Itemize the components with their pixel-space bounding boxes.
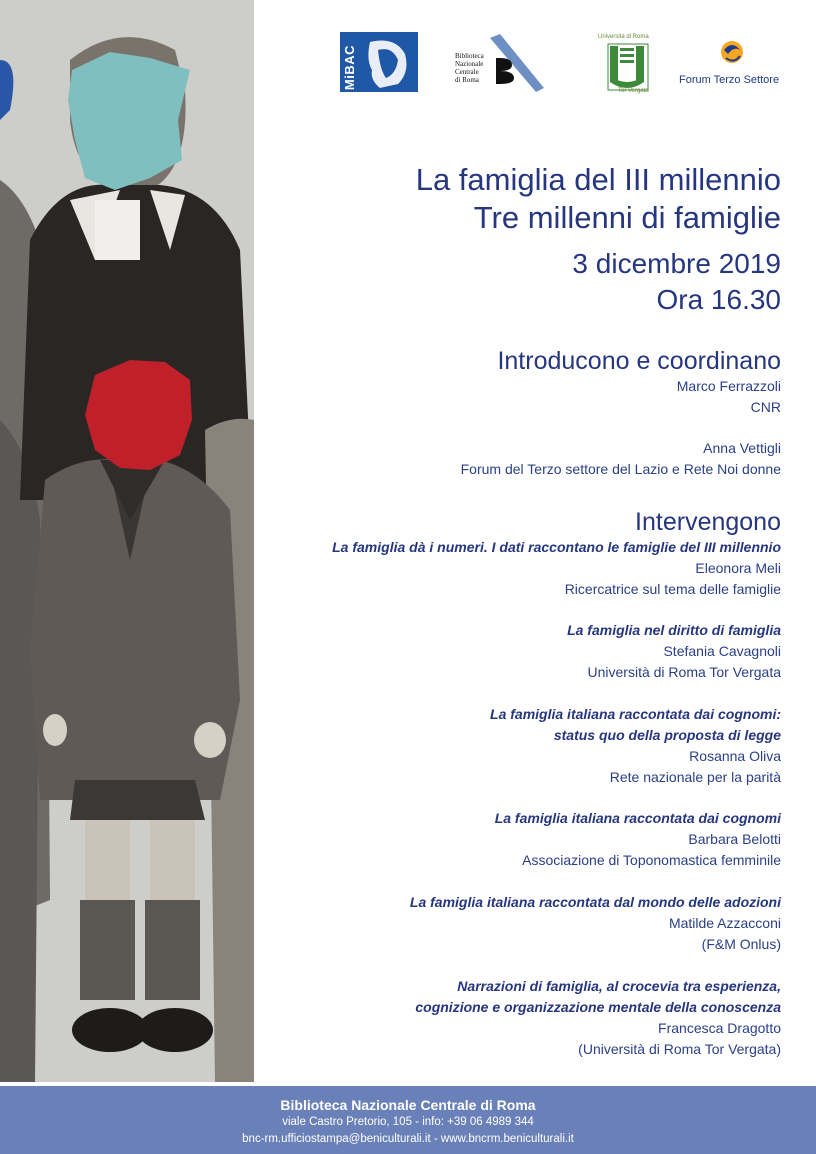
bncr-logo-line-2: Nazionale	[455, 60, 484, 68]
event-title: La famiglia del III millennio	[415, 162, 781, 197]
talk-title-line-2: cognizione e organizzazione mentale della conoscenza	[415, 999, 781, 1015]
footer-library-name: Biblioteca Nazionale Centrale di Roma	[280, 1097, 536, 1113]
forum-logo-text: Forum Terzo Settore	[679, 74, 780, 86]
intro-person-affiliation: CNR	[750, 399, 781, 415]
speaker-name: Barbara Belotti	[688, 831, 781, 847]
bncr-logo-line-4: di Roma	[455, 76, 479, 84]
talk-title: Narrazioni di famiglia, al crocevia tra esperienza,	[457, 978, 781, 994]
footer-contacts: bnc-rm.ufficiostampa@beniculturali.it - www.bncrm.beniculturali.it	[242, 1133, 574, 1145]
bncr-logo-line-3: Centrale	[455, 68, 479, 76]
speaker-affiliation: Associazione di Toponomastica femminile	[522, 852, 781, 868]
intro-person-name: Anna Vettigli	[703, 440, 781, 456]
mibac-logo	[340, 32, 418, 92]
intro-heading: Introducono e coordinano	[497, 347, 781, 375]
bncr-logo-line-1: Biblioteca	[455, 52, 484, 60]
speaker-name: Stefania Cavagnoli	[663, 643, 781, 659]
tor-vergata-logo-top: Università di Roma	[598, 34, 649, 40]
talk-title: La famiglia nel diritto di famiglia	[567, 622, 781, 638]
talk-title: La famiglia italiana raccontata dai cognomi:	[490, 706, 781, 722]
speaker-name: Matilde Azzacconi	[668, 915, 781, 931]
cover-photo	[0, 0, 254, 1082]
talk-title: La famiglia dà i numeri. I dati raccontano le famiglie del III millennio	[332, 539, 781, 555]
footer-band	[0, 1086, 816, 1154]
event-time: Ora 16.30	[656, 284, 781, 315]
talk-title-line-2: status quo della proposta di legge	[553, 727, 781, 743]
speaker-affiliation: Ricercatrice sul tema delle famiglie	[564, 581, 781, 597]
speakers-heading: Intervengono	[635, 508, 781, 536]
footer-address: viale Castro Pretorio, 105 - info: +39 06 4989 344	[282, 1116, 534, 1128]
speaker-name: Francesca Dragotto	[658, 1020, 781, 1036]
tor-vergata-logo	[598, 32, 654, 96]
speaker-name: Rosanna Oliva	[689, 748, 781, 764]
speaker-name: Eleonora Meli	[695, 560, 781, 576]
speaker-affiliation: (F&M Onlus)	[701, 936, 781, 952]
speaker-affiliation: Rete nazionale per la parità	[609, 769, 781, 785]
forum-terzo-settore-logo	[678, 32, 786, 94]
talk-title: La famiglia italiana raccontata dal mondo delle adozioni	[409, 894, 781, 910]
speaker-affiliation: (Università di Roma Tor Vergata)	[578, 1041, 781, 1057]
partner-logos	[340, 32, 790, 96]
intro-person-name: Marco Ferrazzoli	[676, 378, 781, 394]
bncr-logo	[452, 32, 547, 94]
tor-vergata-logo-bottom: Tor Vergata	[618, 88, 649, 94]
event-date: 3 dicembre 2019	[572, 248, 781, 279]
speaker-affiliation: Università di Roma Tor Vergata	[587, 664, 781, 680]
intro-person-affiliation: Forum del Terzo settore del Lazio e Rete Noi donne	[460, 461, 781, 477]
event-subtitle: Tre millenni di famiglie	[473, 200, 781, 235]
mibac-logo-text: MiBAC	[342, 44, 357, 90]
talk-title: La famiglia italiana raccontata dai cognomi	[494, 810, 781, 826]
